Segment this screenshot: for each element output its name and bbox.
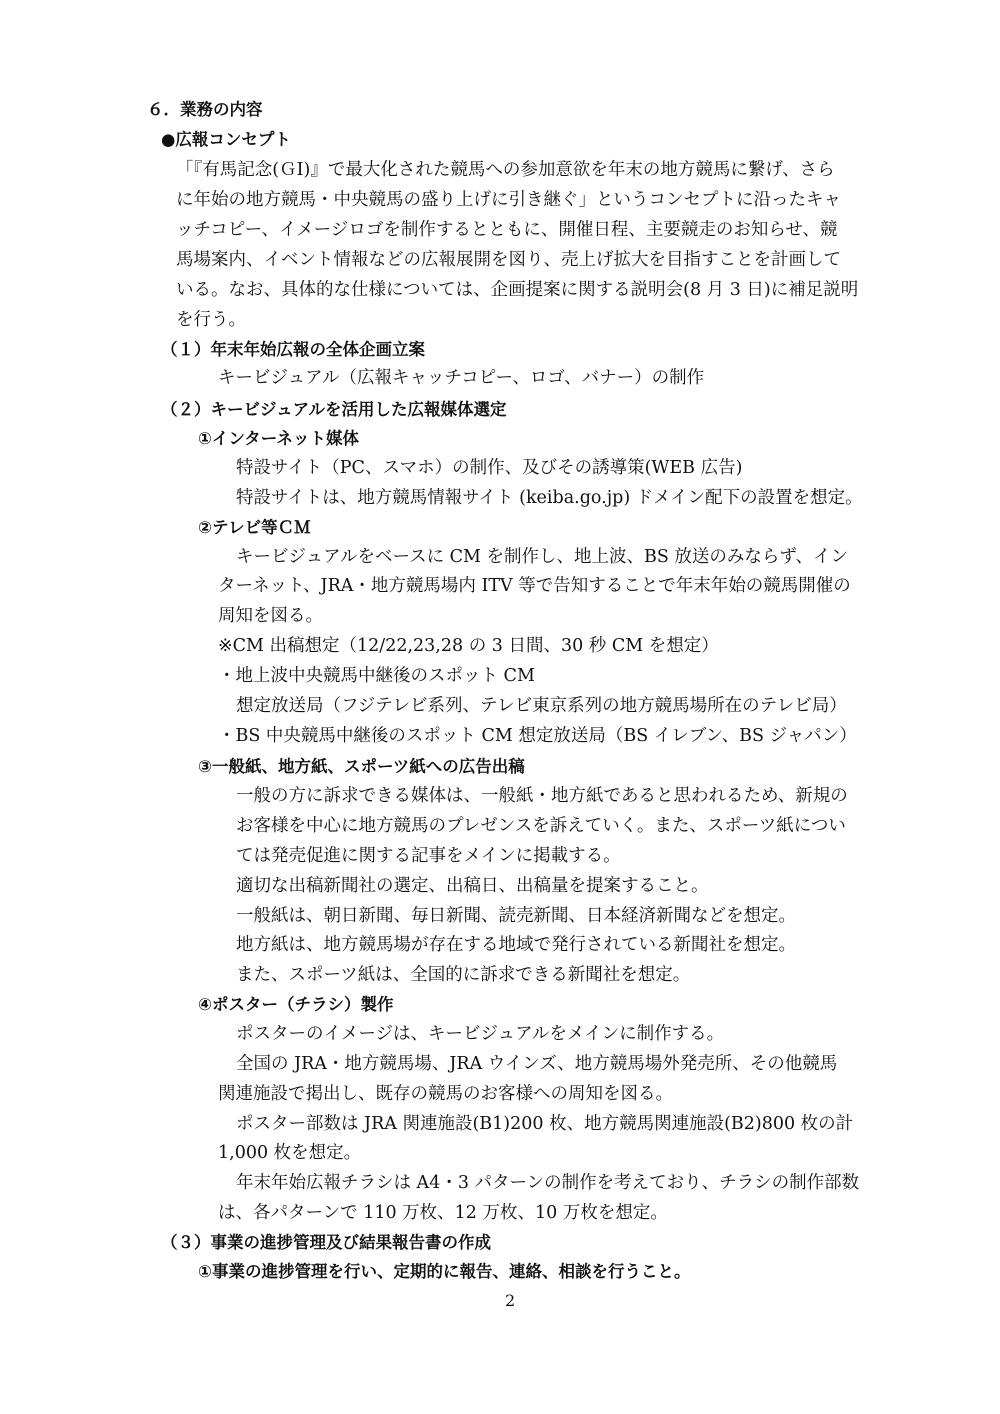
poster-line: 1,000 枚を想定。 [218,1143,362,1163]
concept-line: いる。なお、具体的な仕様については、企画提案に関する説明会(8 月 3 日)に補足説明 [176,280,859,300]
poster-line: ポスター部数は JRA 関連施設(B1)200 枚、地方競馬関連施設(B2)800 枚の計 [236,1114,854,1134]
concept-line: 「『有馬記念(ＧⅠ)』で最大化された競馬への参加意欲を年末の地方競馬に繋げ、さら [176,160,835,180]
poster-line: は、各パターンで 110 万枚、12 万枚、10 万枚を想定。 [218,1203,668,1223]
concept-line: を行う。 [176,310,246,330]
item1-line: キービジュアル（広報キャッチコピー、ロゴ、バナー）の制作 [218,368,705,388]
tv-line: 想定放送局（フジテレビ系列、テレビ東京系列の地方競馬場所在のテレビ局） [236,696,847,716]
section-title: ６．業務の内容 [147,100,263,119]
item2-heading: （２）キービジュアルを活用した広報媒体選定 [161,400,507,419]
tv-heading: ②テレビ等ＣＭ [198,518,311,537]
item1-heading: （１）年末年始広報の全体企画立案 [161,340,425,359]
concept-heading: ●広報コンセプト [161,130,291,149]
concept-line: に年始の地方競馬・中央競馬の盛り上げに引き継ぐ」というコンセプトに沿ったキャ [176,190,841,210]
poster-line: 年末年始広報チラシは A4・3 パターンの制作を考えており、チラシの制作部数 [236,1173,860,1193]
newspaper-line: 一般紙は、朝日新聞、毎日新聞、読売新聞、日本経済新聞などを想定。 [236,906,796,926]
internet-line: 特設サイトは、地方競馬情報サイト (keiba.go.jp) ドメイン配下の設置を想定。 [236,488,863,508]
newspaper-line: また、スポーツ紙は、全国的に訴求できる新聞社を想定。 [236,965,691,985]
newspaper-line: 地方紙は、地方競馬場が存在する地域で発行されている新聞社を想定。 [236,935,796,955]
tv-line: ・BS 中央競馬中継後のスポット CM 想定放送局（BS イレブン、BS ジャパン） [218,726,857,746]
item3-sub1: ①事業の進捗管理を行い、定期的に報告、連絡、相談を行うこと。 [198,1262,691,1281]
concept-line: 馬場案内、イベント情報などの広報展開を図り、売上げ拡大を目指すことを計画して [176,250,841,270]
newspaper-heading: ③一般紙、地方紙、スポーツ紙への広告出稿 [198,757,525,776]
poster-line: ポスターのイメージは、キービジュアルをメインに制作する。 [236,1024,725,1044]
newspaper-line: ては発売促進に関する記事をメインに掲載する。 [236,846,621,866]
internet-heading: ①インターネット媒体 [198,429,359,448]
tv-line: キービジュアルをベースに CM を制作し、地上波、BS 放送のみならず、イン [236,547,849,567]
concept-line: ッチコピー、イメージロゴを制作するとともに、開催日程、主要競走のお知らせ、競 [176,220,838,240]
tv-line: ターネット、JRA・地方競馬場内 ITV 等で告知することで年末年始の競馬開催の [218,576,851,596]
newspaper-line: お客様を中心に地方競馬のプレゼンスを訴えていく。また、スポーツ紙につい [236,816,846,836]
tv-line: ※CM 出稿想定（12/22,23,28 の 3 日間、30 秒 CM を想定） [218,636,719,656]
newspaper-line: 一般の方に訴求できる媒体は、一般紙・地方紙であると思われるため、新規の [236,786,848,806]
tv-line: ・地上波中央競馬中継後のスポット CM [218,666,535,686]
tv-line: 周知を図る。 [218,606,323,626]
poster-line: 関連施設で掲出し、既存の競馬のお客様への周知を図る。 [218,1084,673,1104]
poster-line: 全国の JRA・地方競馬場、JRA ウインズ、地方競馬場外発売所、その他競馬 [236,1054,838,1074]
page-number: 2 [505,1291,516,1310]
item3-heading: （３）事業の進捗管理及び結果報告書の作成 [161,1233,491,1252]
poster-heading: ④ポスター（チラシ）製作 [198,995,394,1014]
newspaper-line: 適切な出稿新聞社の選定、出稿日、出稿量を提案すること。 [236,876,709,896]
internet-line: 特設サイト（PC、スマホ）の制作、及びその誘導策(WEB 広告) [236,458,743,478]
